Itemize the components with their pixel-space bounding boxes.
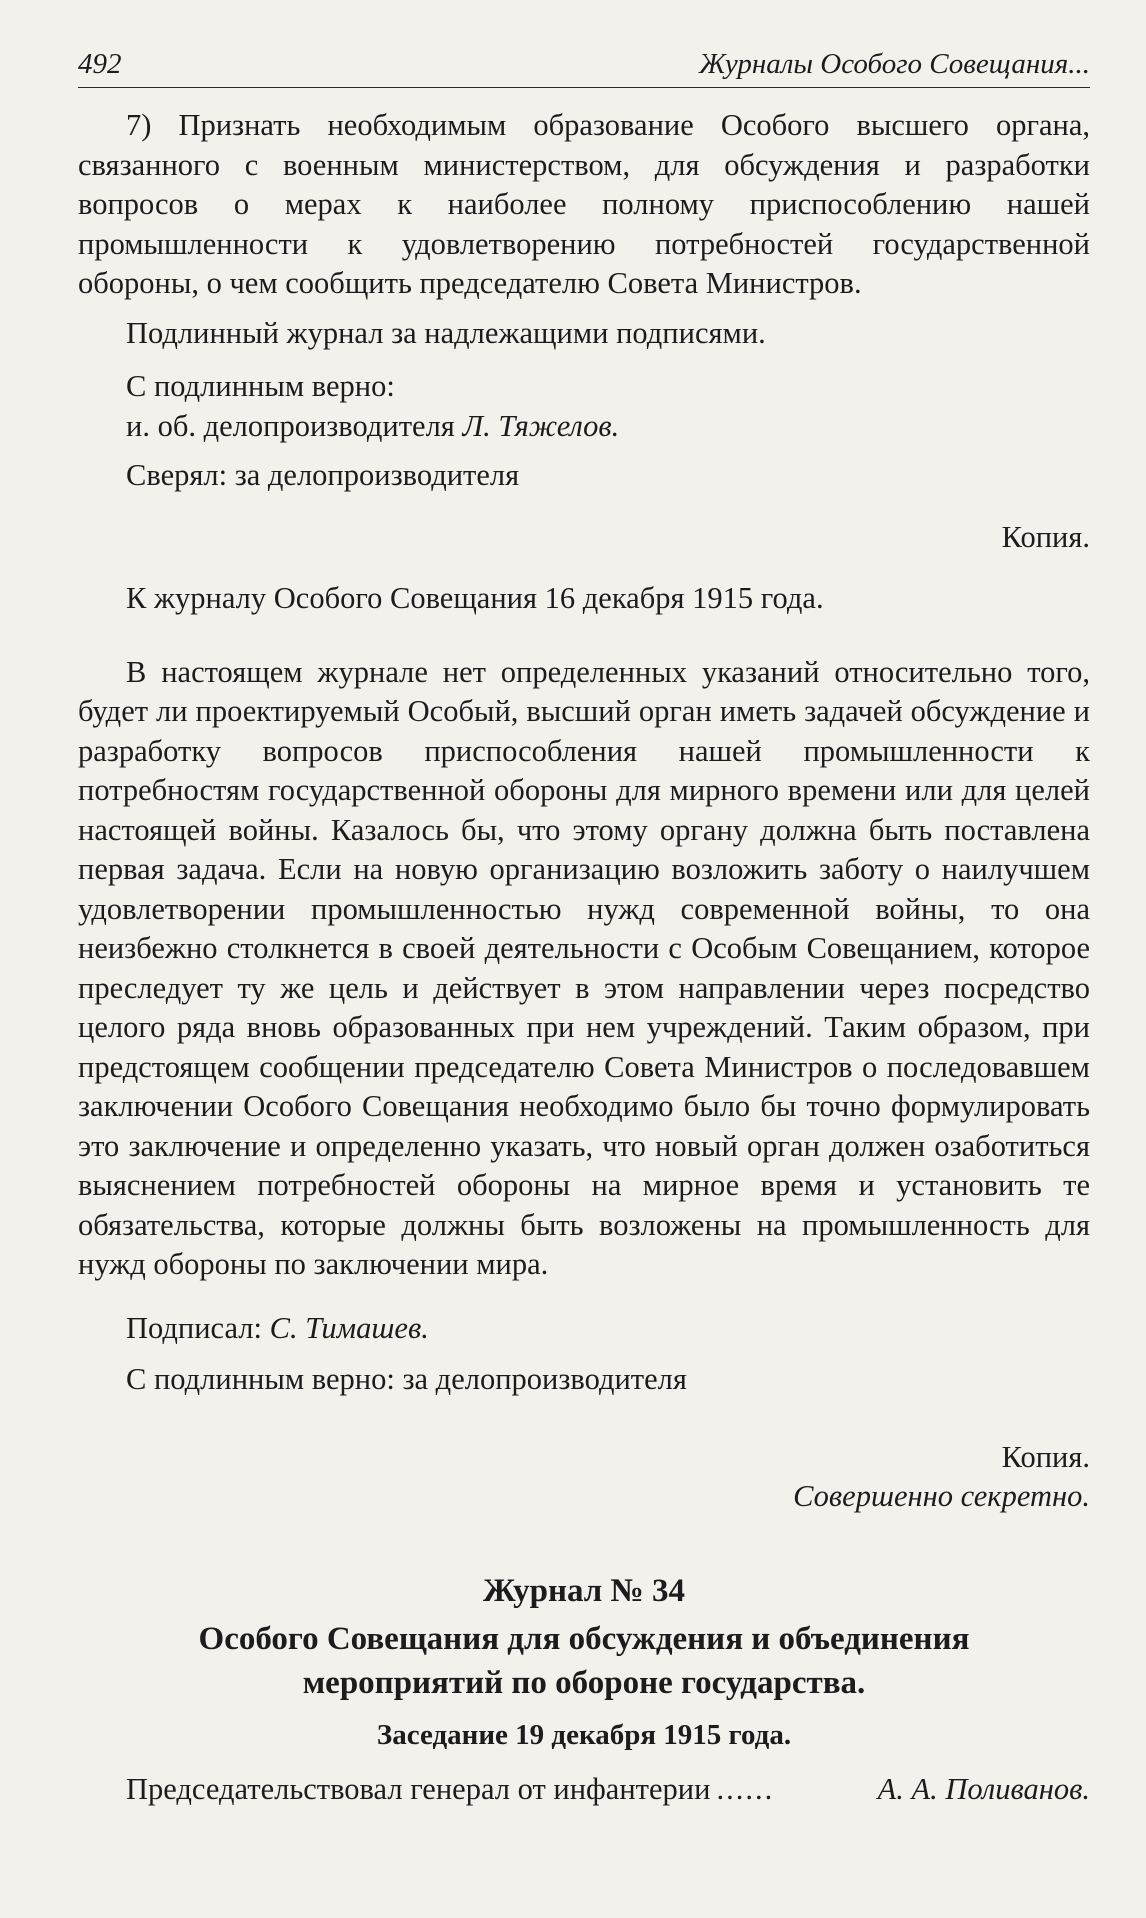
leader-dots: ...... (716, 1771, 775, 1806)
true-copy-clerk-line: С подлинным верно: за делопроизводителя (126, 1362, 687, 1396)
chairman-line (78, 1769, 1090, 1809)
copy-mark-2: Копия. (1001, 1439, 1090, 1474)
acting-clerk-line (78, 407, 1090, 447)
chaired-by-label: Председательствовал генерал от инфантерии (126, 1771, 711, 1806)
signed-name: С. Тимашев. (269, 1310, 429, 1345)
journal-title-line-1: Особого Совещания для обсуждения и объединения (198, 1620, 970, 1657)
signed-label: Подписал: (126, 1310, 270, 1345)
journal-number-heading: Журнал № 34 (483, 1572, 685, 1609)
document-page (78, 48, 1090, 1809)
item-7-paragraph: 7) Признать необходимым образование Особого высшего органа, связанного с военным министерством, для обсуждения и разработки вопросов о мерах к наиболее полному приспособлению нашей промышленности к удовлетворению потребностей государственной обороны, о чем сообщить председателю Совета Министров. (78, 108, 1090, 300)
journal-title-line-2: мероприятий по обороне государства. (302, 1664, 866, 1701)
running-title: Журналы Особого Совещания... (699, 48, 1090, 80)
verified-line: Сверял: за делопроизводителя (126, 458, 520, 492)
acting-clerk-label: и. об. делопроизводителя (126, 408, 463, 443)
copy-mark: Копия. (1001, 519, 1090, 554)
acting-clerk-name: Л. Тяжелов. (462, 408, 620, 443)
running-header (78, 48, 1090, 88)
session-date-heading: Заседание 19 декабря 1915 года. (376, 1718, 792, 1751)
chairman-name: А. А. Поливанов. (877, 1771, 1090, 1806)
page-number: 492 (78, 48, 122, 80)
signed-line (78, 1309, 1090, 1349)
top-secret-mark: Совершенно секретно. (793, 1479, 1090, 1513)
commentary-paragraph: В настоящем журнале нет определенных указаний относительно того, будет ли проектируемый Особый, высший орган иметь задачей обсуждение и разработку вопросов приспособления нашей промышленности к потребностям государственной обороны для мирного времени или для целей настоящей войны. Казалось бы, что этому органу должна быть поставлена первая задача. Если на новую организацию возложить заботу о наилучшем удовлетворении промышленностью нужд современной войны, то она неизбежно столкнется в своей деятельности с Особым Совещанием, которое преследует ту же цель и действует в этом направлении через посредство целого ряда вновь образованных при нем учреждений. Таким образом, при предстоящем сообщении председателю Совета Министров о последовавшем заключении Особого Совещания необходимо было бы точно формулировать это заключение и определенно указать, что новый орган должен озаботиться выяснением потребностей обороны на мирное время и установить те обязательства, которые должны быть возложены на промышленность для нужд обороны по заключении мира. (78, 654, 1090, 1281)
original-journal-note: Подлинный журнал за надлежащими подписями. (126, 315, 766, 350)
true-copy-line: С подлинным верно: (126, 369, 395, 403)
to-journal-heading: К журналу Особого Совещания 16 декабря 1915 года. (126, 581, 824, 615)
